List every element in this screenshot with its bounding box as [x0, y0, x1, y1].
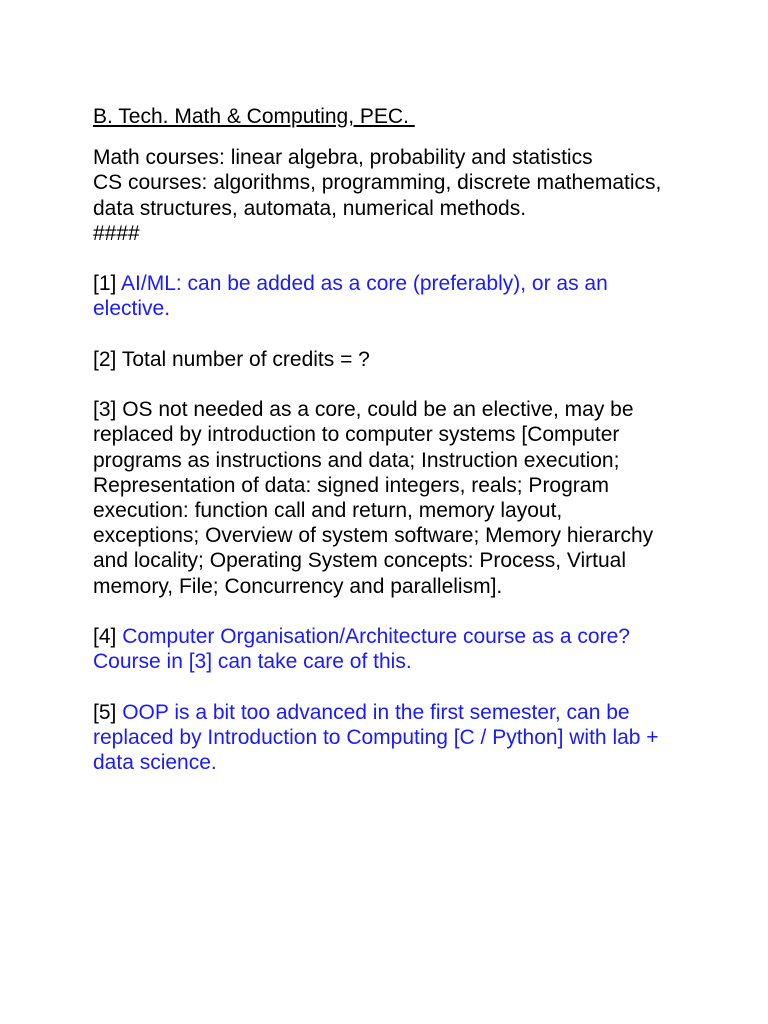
note-5-marker: [5] [93, 700, 123, 724]
spacer [93, 129, 673, 145]
note-1-marker: [1] [93, 272, 122, 296]
math-courses-line: Math courses: linear algebra, probability and statistics [93, 146, 593, 170]
document-page [93, 104, 673, 775]
note-1 [93, 271, 673, 321]
spacer [93, 674, 673, 699]
note-4 [93, 624, 673, 674]
spacer [93, 372, 673, 397]
note-3-text: OS not needed as a core, could be an elective, may be replaced by introduction to computer systems [Computer programs as instructions and data; Instruction execution; Representation of data: signed integers, reals; Program execution: function call and return, memory layout, exceptions; Overview of system software; Memory hierarchy and locality; Operating System concepts: Process, Virtual memory, File; Concurrency and parallelism]. [93, 398, 654, 598]
note-5 [93, 700, 673, 776]
note-2 [93, 347, 673, 372]
note-5-text: OOP is a bit too advanced in the first semester, can be replaced by Introduction to Computing [C / Python] with lab + data science. [93, 700, 659, 774]
note-3-marker: [3] [93, 398, 123, 422]
note-4-marker: [4] [93, 625, 123, 648]
spacer [93, 599, 673, 624]
separator-line: #### [93, 221, 140, 245]
cs-courses-line: CS courses: algorithms, programming, discrete mathematics, data structures, automata, numerical methods. [93, 171, 662, 220]
note-4-text: Computer Organisation/Architecture course as a core? Course in [3] can take care of this. [93, 625, 630, 674]
note-1-text: AI/ML: can be added as a core (preferably), or as an elective. [93, 272, 608, 321]
note-3 [93, 397, 673, 599]
spacer [93, 246, 673, 271]
document-title: B. Tech. Math & Computing, PEC. [93, 105, 415, 128]
spacer [93, 322, 673, 347]
note-2-text: Total number of credits = ? [121, 347, 370, 371]
note-2-marker: [2] [93, 347, 122, 371]
